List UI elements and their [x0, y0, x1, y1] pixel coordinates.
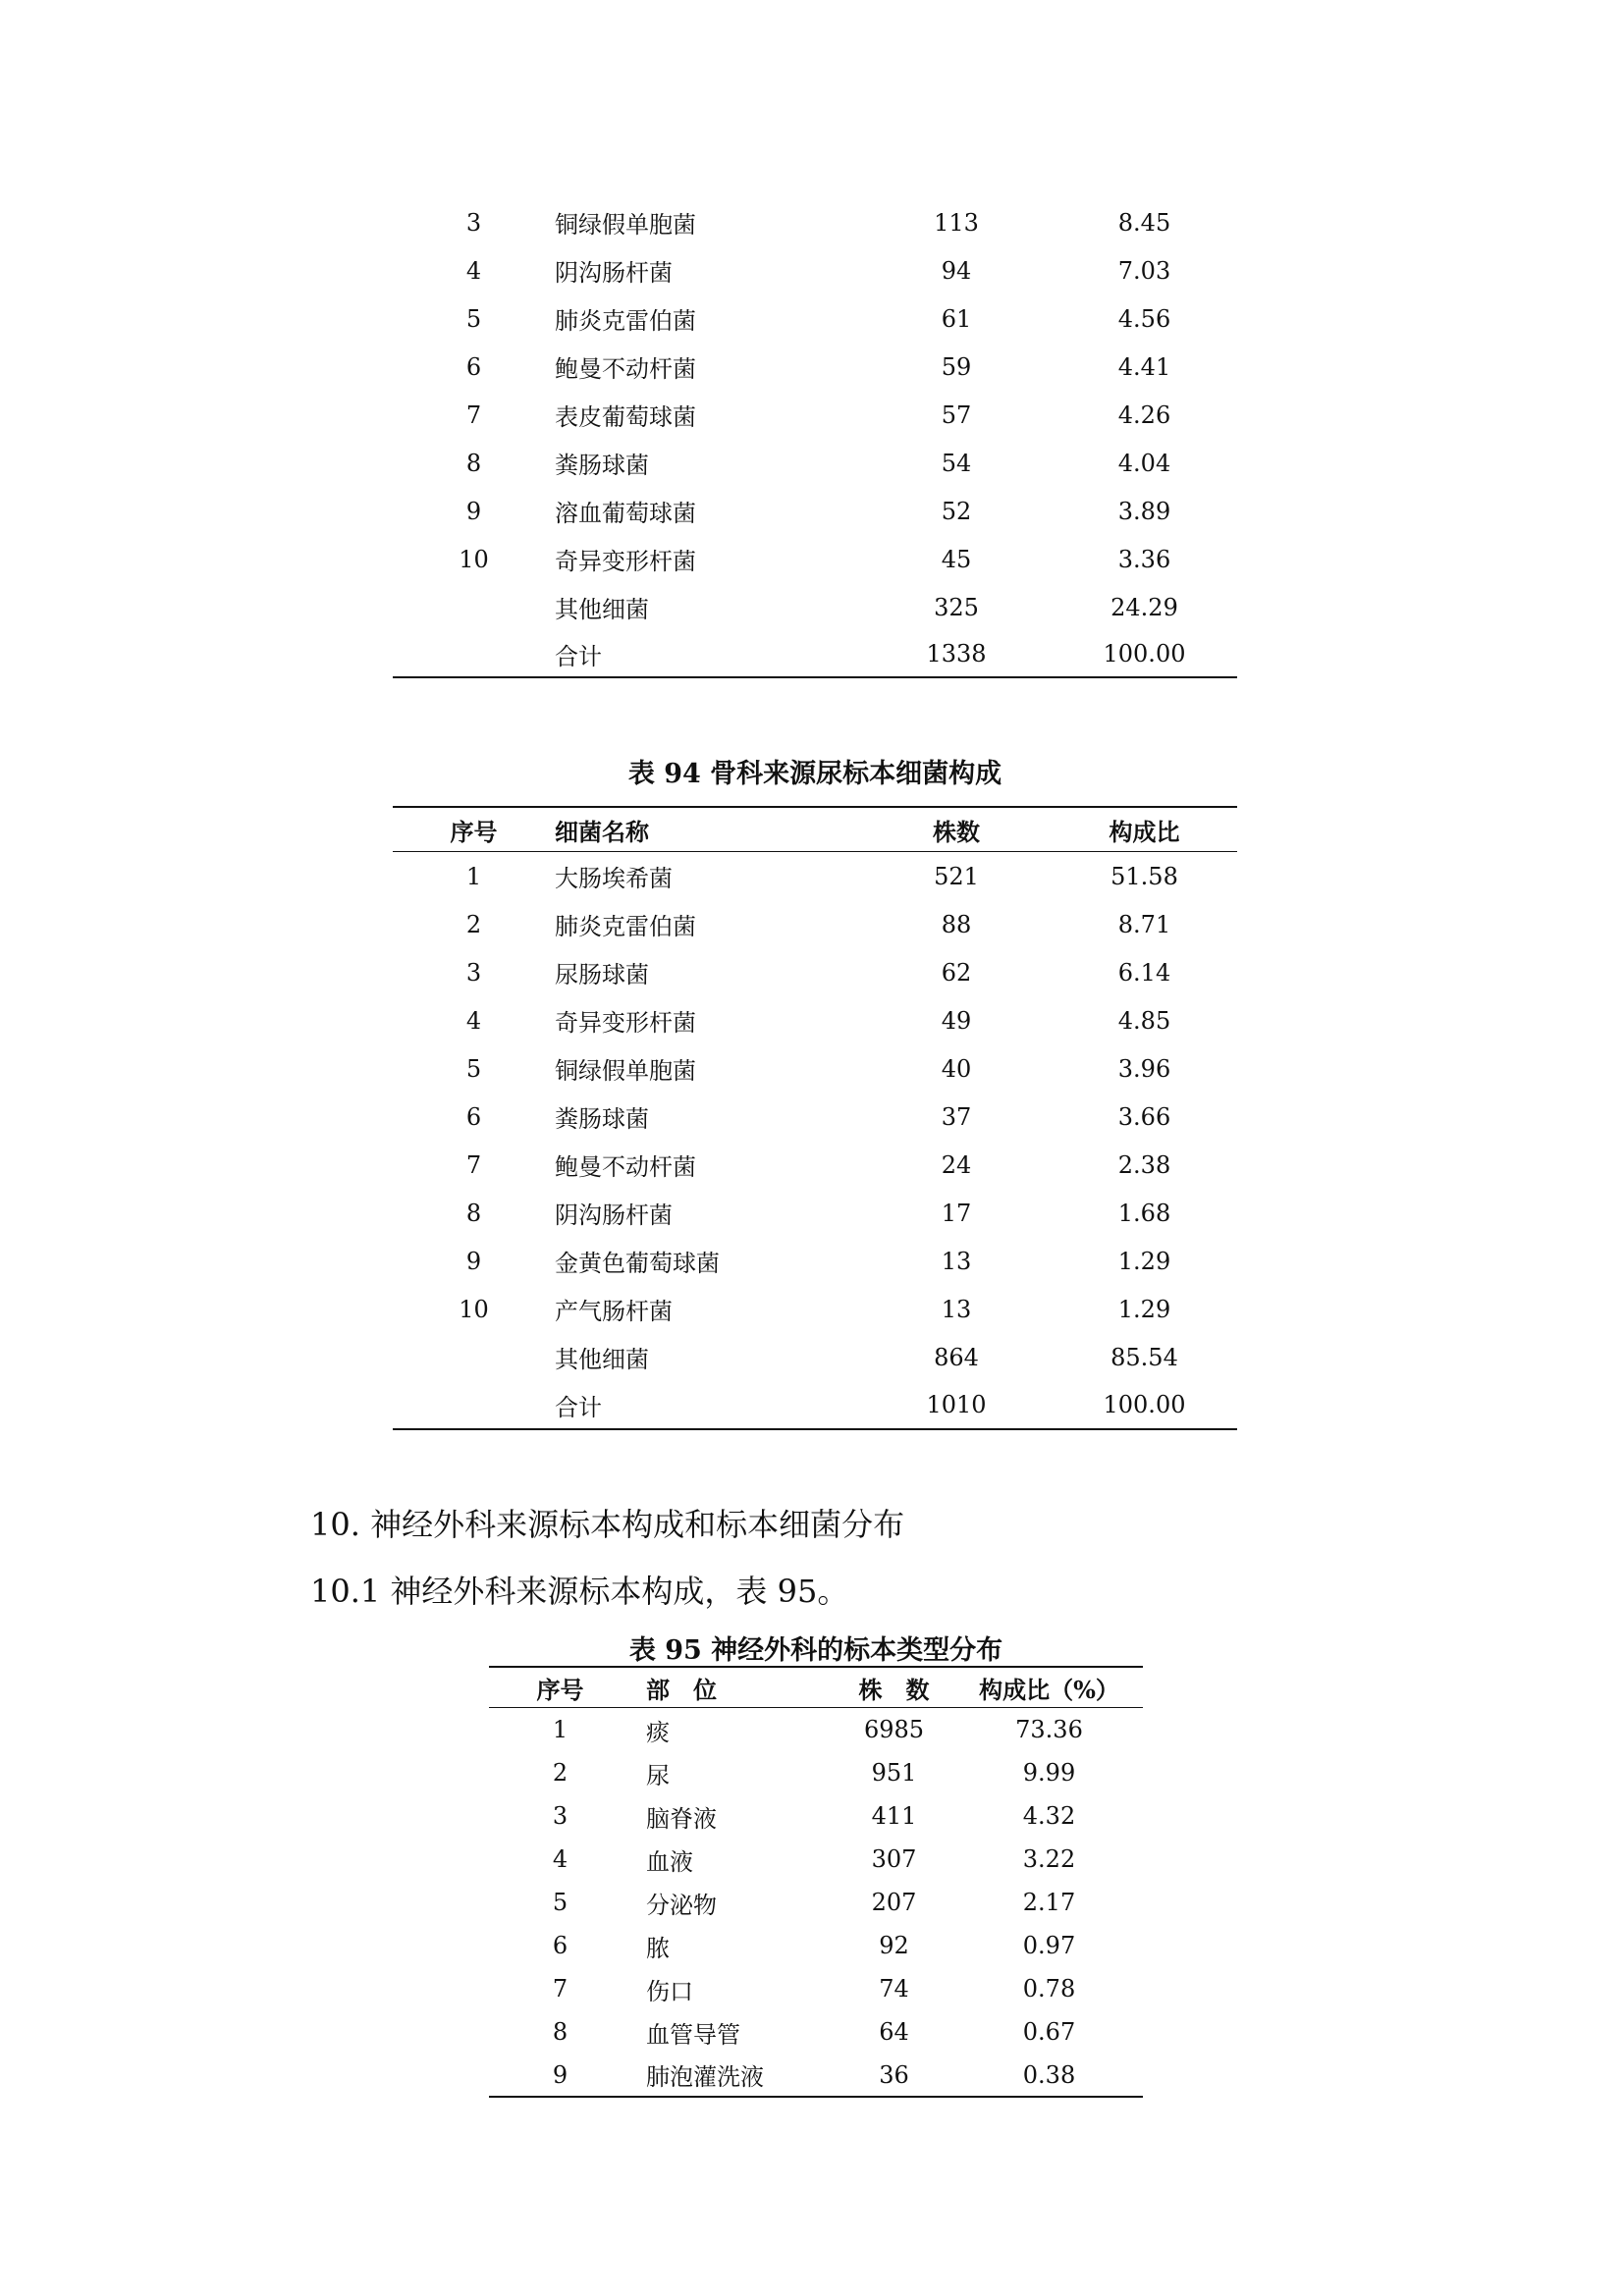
ratio: 9.99 [1022, 1759, 1076, 1787]
specimen-site: 血液 [646, 1847, 693, 1876]
bacteria-name: 产气肠杆菌 [555, 1298, 673, 1325]
row-number: 5 [552, 1889, 568, 1916]
specimen-site: 分泌物 [646, 1891, 717, 1919]
table-row [489, 1924, 1143, 1967]
ratio: 1.68 [1117, 1199, 1171, 1227]
table-row [393, 1285, 1237, 1333]
row-number: 9 [465, 1247, 482, 1275]
ratio: 3.36 [1117, 545, 1171, 573]
bacteria-name: 尿肠球菌 [555, 961, 649, 988]
strain-count: 1338 [861, 631, 1052, 677]
strain-count: 62 [941, 958, 972, 987]
ratio: 4.04 [1117, 449, 1171, 477]
ratio: 4.56 [1117, 304, 1171, 333]
row-number: 1 [552, 1716, 568, 1743]
header-number: 序号 [489, 1667, 631, 1708]
table-95-caption: 表 95 神经外科的标本类型分布 [628, 1635, 1003, 1666]
row-number [393, 1333, 555, 1381]
table-row [393, 487, 1237, 535]
table-row [393, 535, 1237, 583]
table-93-continued [393, 198, 1237, 678]
ratio: 6.14 [1117, 958, 1171, 987]
ratio: 100.00 [1052, 631, 1237, 677]
ratio: 24.29 [1110, 593, 1178, 621]
ratio: 4.41 [1117, 352, 1171, 381]
table-94-caption: 表 94 骨科来源尿标本细菌构成 [627, 759, 1002, 789]
row-number: 7 [552, 1975, 568, 2002]
strain-count: 13 [941, 1247, 972, 1275]
strain-count: 113 [934, 208, 979, 237]
row-number: 10 [459, 545, 489, 573]
table-row [393, 948, 1237, 996]
ratio: 4.85 [1117, 1006, 1171, 1035]
ratio: 51.58 [1110, 862, 1178, 890]
bacteria-name: 粪肠球菌 [555, 452, 649, 479]
header-ratio: 构成比 [1052, 807, 1237, 852]
strain-count: 521 [934, 862, 979, 890]
row-number: 3 [465, 958, 482, 987]
ratio: 7.03 [1117, 256, 1171, 285]
row-number: 6 [552, 1932, 568, 1959]
specimen-site: 伤口 [646, 1977, 693, 2005]
header-number: 序号 [393, 807, 555, 852]
header-site: 部 位 [631, 1667, 833, 1708]
ratio: 4.32 [1022, 1802, 1076, 1830]
table-row [393, 439, 1237, 487]
strain-count: 88 [941, 910, 972, 938]
table-row [489, 2054, 1143, 2097]
strain-count: 36 [833, 2054, 955, 2097]
header-bacteria-name: 细菌名称 [555, 807, 861, 852]
strain-count: 411 [871, 1802, 917, 1830]
ratio: 1.29 [1117, 1295, 1171, 1323]
ratio: 2.38 [1117, 1150, 1171, 1179]
row-number: 3 [552, 1802, 568, 1830]
strain-count: 59 [941, 352, 972, 381]
row-number: 2 [552, 1759, 568, 1787]
table-row [393, 198, 1237, 246]
table-row [393, 246, 1237, 294]
specimen-site: 痰 [646, 1718, 670, 1746]
specimen-site: 肺泡灌洗液 [631, 2054, 833, 2097]
subsection-heading: 10.1 神经外科来源标本构成，表 95。 [310, 1573, 849, 1610]
bacteria-name: 其他细菌 [555, 596, 649, 623]
strain-count: 49 [941, 1006, 972, 1035]
table-row [393, 1189, 1237, 1237]
ratio: 0.78 [1022, 1975, 1076, 2002]
row-number: 5 [465, 304, 482, 333]
strain-count: 45 [941, 545, 972, 573]
table-row [489, 1708, 1143, 1752]
strain-count: 40 [941, 1054, 972, 1083]
strain-count: 61 [941, 304, 972, 333]
table-row [393, 1093, 1237, 1141]
row-number: 7 [465, 1150, 482, 1179]
table-row [393, 900, 1237, 948]
header-ratio: 构成比（%） [955, 1667, 1143, 1708]
table-row [393, 343, 1237, 391]
table-row [393, 1333, 1237, 1381]
ratio: 8.71 [1117, 910, 1171, 938]
strain-count: 54 [941, 449, 972, 477]
strain-count: 24 [941, 1150, 972, 1179]
specimen-site: 尿 [646, 1761, 670, 1789]
ratio: 0.67 [1022, 2018, 1076, 2046]
row-number: 2 [465, 910, 482, 938]
table-94 [393, 806, 1237, 1430]
row-number: 5 [465, 1054, 482, 1083]
bacteria-name: 肺炎克雷伯菌 [555, 307, 696, 335]
bacteria-name: 阴沟肠杆菌 [555, 1201, 673, 1229]
row-number: 4 [465, 1006, 482, 1035]
strain-count: 92 [879, 1932, 909, 1959]
strain-count: 37 [941, 1102, 972, 1131]
table-row-total [393, 1381, 1237, 1429]
ratio: 4.26 [1117, 400, 1171, 429]
table-row [489, 1967, 1143, 2010]
row-number [393, 583, 555, 631]
specimen-site: 血管导管 [646, 2020, 740, 2049]
bacteria-name: 合计 [555, 1381, 861, 1429]
row-number: 8 [552, 2018, 568, 2046]
row-number: 9 [465, 497, 482, 525]
strain-count: 13 [941, 1295, 972, 1323]
table-row [393, 852, 1237, 901]
ratio: 3.22 [1022, 1845, 1076, 1873]
row-number: 4 [552, 1845, 568, 1873]
strain-count: 17 [941, 1199, 972, 1227]
row-number [393, 1381, 555, 1429]
strain-count: 207 [871, 1889, 917, 1916]
table-row [393, 391, 1237, 439]
strain-count: 325 [934, 593, 979, 621]
ratio: 85.54 [1110, 1343, 1178, 1371]
ratio: 2.17 [1022, 1889, 1076, 1916]
strain-count: 94 [941, 256, 972, 285]
table-95 [489, 1666, 1143, 2098]
bacteria-name: 鲍曼不动杆菌 [555, 1153, 696, 1181]
row-number: 7 [465, 400, 482, 429]
table-header-row [489, 1667, 1143, 1708]
strain-count: 307 [871, 1845, 917, 1873]
strain-count: 6985 [863, 1716, 925, 1743]
strain-count: 1010 [861, 1381, 1052, 1429]
row-number: 6 [465, 352, 482, 381]
row-number: 4 [465, 256, 482, 285]
bacteria-name: 阴沟肠杆菌 [555, 259, 673, 287]
bacteria-name: 表皮葡萄球菌 [555, 403, 696, 431]
ratio: 8.45 [1117, 208, 1171, 237]
row-number: 8 [465, 1199, 482, 1227]
row-number [393, 631, 555, 677]
ratio: 1.29 [1117, 1247, 1171, 1275]
table-row [393, 1141, 1237, 1189]
bacteria-name: 肺炎克雷伯菌 [555, 913, 696, 940]
specimen-site: 脓 [646, 1934, 670, 1962]
ratio: 0.97 [1022, 1932, 1076, 1959]
table-row [489, 1881, 1143, 1924]
row-number: 6 [465, 1102, 482, 1131]
row-number: 3 [465, 208, 482, 237]
bacteria-name: 金黄色葡萄球菌 [555, 1250, 720, 1277]
ratio: 3.66 [1117, 1102, 1171, 1131]
table-row [393, 1044, 1237, 1093]
bacteria-name: 大肠埃希菌 [555, 865, 673, 892]
strain-count: 74 [879, 1975, 909, 2002]
table-row [393, 294, 1237, 343]
table-row [489, 1751, 1143, 1794]
ratio: 3.89 [1117, 497, 1171, 525]
ratio: 73.36 [1015, 1716, 1083, 1743]
bacteria-name: 合计 [555, 631, 861, 677]
strain-count: 64 [879, 2018, 909, 2046]
header-strain-count: 株 数 [833, 1667, 955, 1708]
bacteria-name: 粪肠球菌 [555, 1105, 649, 1133]
table-row [489, 1838, 1143, 1881]
specimen-site: 脑脊液 [646, 1804, 717, 1833]
ratio: 100.00 [1052, 1381, 1237, 1429]
bacteria-name: 溶血葡萄球菌 [555, 500, 696, 527]
strain-count: 57 [941, 400, 972, 429]
header-strain-count: 株数 [861, 807, 1052, 852]
row-number: 10 [459, 1295, 489, 1323]
row-number: 1 [465, 862, 482, 890]
bacteria-name: 其他细菌 [555, 1346, 649, 1373]
table-header-row [393, 807, 1237, 852]
strain-count: 52 [941, 497, 972, 525]
strain-count: 951 [871, 1759, 917, 1787]
bacteria-name: 奇异变形杆菌 [555, 1009, 696, 1037]
bacteria-name: 鲍曼不动杆菌 [555, 355, 696, 383]
table-row [393, 1237, 1237, 1285]
row-number: 9 [489, 2054, 631, 2097]
bacteria-name: 铜绿假单胞菌 [555, 1057, 696, 1085]
table-row [393, 996, 1237, 1044]
bacteria-name: 奇异变形杆菌 [555, 548, 696, 575]
table-row [489, 2010, 1143, 2054]
table-row-total [393, 631, 1237, 677]
strain-count: 864 [934, 1343, 979, 1371]
table-row [393, 583, 1237, 631]
ratio: 3.96 [1117, 1054, 1171, 1083]
row-number: 8 [465, 449, 482, 477]
table-row [489, 1794, 1143, 1838]
ratio: 0.38 [955, 2054, 1143, 2097]
section-heading: 10. 神经外科来源标本构成和标本细菌分布 [310, 1506, 905, 1543]
bacteria-name: 铜绿假单胞菌 [555, 211, 696, 239]
